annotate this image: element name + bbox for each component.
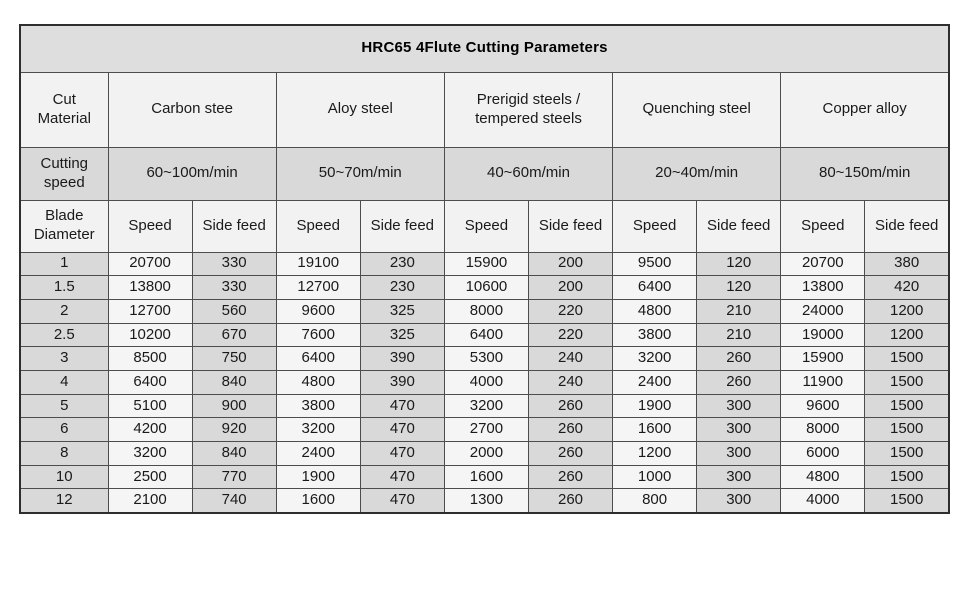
speed-value: 3200 (108, 442, 192, 466)
speed-value: 2000 (444, 442, 528, 466)
table-row (20, 489, 949, 513)
side-feed-value: 240 (528, 347, 612, 371)
blade-diameter-value: 8 (20, 442, 108, 466)
table-row (20, 418, 949, 442)
speed-value: 800 (613, 489, 697, 513)
side-feed-value: 325 (360, 299, 444, 323)
speed-column-header: Speed (444, 200, 528, 252)
side-feed-value: 380 (865, 252, 949, 276)
speed-value: 1600 (613, 418, 697, 442)
side-feed-value: 1500 (865, 370, 949, 394)
blade-diameter-value: 2 (20, 299, 108, 323)
side-feed-value: 200 (528, 252, 612, 276)
speed-value: 9600 (276, 299, 360, 323)
speed-value: 1600 (276, 489, 360, 513)
cutting-speed-label: Cutting speed (20, 147, 108, 200)
table-row (20, 323, 949, 347)
table-row (20, 276, 949, 300)
side-feed-column-header: Side feed (192, 200, 276, 252)
speed-value: 3800 (276, 394, 360, 418)
speed-value: 8000 (444, 299, 528, 323)
side-feed-value: 1500 (865, 465, 949, 489)
speed-value: 6400 (613, 276, 697, 300)
speed-value: 10200 (108, 323, 192, 347)
speed-value: 4200 (108, 418, 192, 442)
speed-value: 3200 (444, 394, 528, 418)
blade-diameter-value: 12 (20, 489, 108, 513)
speed-value: 1900 (613, 394, 697, 418)
speed-value: 12700 (276, 276, 360, 300)
speed-value: 19000 (781, 323, 865, 347)
side-feed-value: 470 (360, 418, 444, 442)
blade-diameter-value: 5 (20, 394, 108, 418)
side-feed-column-header: Side feed (697, 200, 781, 252)
speed-value: 3800 (613, 323, 697, 347)
speed-value: 1000 (613, 465, 697, 489)
side-feed-value: 120 (697, 252, 781, 276)
speed-value: 3200 (613, 347, 697, 371)
speed-value: 7600 (276, 323, 360, 347)
speed-value: 5300 (444, 347, 528, 371)
side-feed-value: 300 (697, 465, 781, 489)
side-feed-value: 260 (697, 347, 781, 371)
table-row (20, 299, 949, 323)
side-feed-value: 300 (697, 418, 781, 442)
material-carbon-steel: Carbon stee (108, 72, 276, 147)
side-feed-value: 260 (528, 465, 612, 489)
side-feed-column-header: Side feed (528, 200, 612, 252)
speed-value: 6400 (108, 370, 192, 394)
side-feed-value: 1500 (865, 418, 949, 442)
speed-value: 20700 (108, 252, 192, 276)
side-feed-value: 300 (697, 394, 781, 418)
cutting-speed-copper-alloy: 80~150m/min (781, 147, 949, 200)
side-feed-value: 200 (528, 276, 612, 300)
side-feed-value: 740 (192, 489, 276, 513)
side-feed-column-header: Side feed (360, 200, 444, 252)
speed-value: 19100 (276, 252, 360, 276)
speed-value: 13800 (781, 276, 865, 300)
table-title: HRC65 4Flute Cutting Parameters (20, 25, 949, 72)
side-feed-value: 390 (360, 370, 444, 394)
blade-diameter-value: 1 (20, 252, 108, 276)
side-feed-value: 260 (528, 418, 612, 442)
speed-column-header: Speed (108, 200, 192, 252)
side-feed-value: 120 (697, 276, 781, 300)
side-feed-value: 260 (528, 442, 612, 466)
side-feed-value: 330 (192, 252, 276, 276)
side-feed-value: 470 (360, 442, 444, 466)
speed-value: 2100 (108, 489, 192, 513)
side-feed-value: 1200 (865, 299, 949, 323)
speed-column-header: Speed (276, 200, 360, 252)
speed-value: 2400 (276, 442, 360, 466)
side-feed-value: 1500 (865, 489, 949, 513)
side-feed-value: 840 (192, 370, 276, 394)
side-feed-value: 770 (192, 465, 276, 489)
side-feed-value: 840 (192, 442, 276, 466)
side-feed-value: 325 (360, 323, 444, 347)
material-quenching-steel: Quenching steel (613, 72, 781, 147)
side-feed-value: 240 (528, 370, 612, 394)
material-prerigid-tempered-steels: Prerigid steels / tempered steels (444, 72, 612, 147)
side-feed-value: 330 (192, 276, 276, 300)
side-feed-value: 260 (528, 394, 612, 418)
side-feed-value: 210 (697, 323, 781, 347)
side-feed-value: 1500 (865, 394, 949, 418)
speed-value: 2700 (444, 418, 528, 442)
side-feed-value: 1500 (865, 442, 949, 466)
side-feed-value: 900 (192, 394, 276, 418)
cut-material-label: Cut Material (20, 72, 108, 147)
speed-value: 8500 (108, 347, 192, 371)
speed-value: 9600 (781, 394, 865, 418)
cutting-parameters-table (19, 24, 950, 514)
table-row (20, 370, 949, 394)
blade-diameter-value: 1.5 (20, 276, 108, 300)
blade-diameter-label: Blade Diameter (20, 200, 108, 252)
speed-value: 6000 (781, 442, 865, 466)
side-feed-value: 220 (528, 323, 612, 347)
side-feed-value: 260 (697, 370, 781, 394)
side-feed-value: 470 (360, 489, 444, 513)
speed-value: 8000 (781, 418, 865, 442)
material-header-row (20, 72, 949, 147)
cutting-speed-row (20, 147, 949, 200)
material-copper-alloy: Copper alloy (781, 72, 949, 147)
speed-value: 4800 (781, 465, 865, 489)
speed-value: 4800 (613, 299, 697, 323)
speed-value: 6400 (276, 347, 360, 371)
title-row (20, 25, 949, 72)
side-feed-value: 300 (697, 489, 781, 513)
speed-value: 6400 (444, 323, 528, 347)
side-feed-value: 560 (192, 299, 276, 323)
speed-value: 2500 (108, 465, 192, 489)
speed-value: 1900 (276, 465, 360, 489)
speed-value: 1200 (613, 442, 697, 466)
speed-column-header: Speed (781, 200, 865, 252)
table-row (20, 465, 949, 489)
speed-value: 15900 (444, 252, 528, 276)
speed-value: 9500 (613, 252, 697, 276)
cutting-speed-alloy-steel: 50~70m/min (276, 147, 444, 200)
side-feed-value: 750 (192, 347, 276, 371)
table-row (20, 394, 949, 418)
speed-value: 2400 (613, 370, 697, 394)
side-feed-value: 390 (360, 347, 444, 371)
speed-value: 20700 (781, 252, 865, 276)
side-feed-value: 230 (360, 252, 444, 276)
speed-value: 1600 (444, 465, 528, 489)
side-feed-value: 300 (697, 442, 781, 466)
side-feed-value: 210 (697, 299, 781, 323)
cutting-speed-carbon-steel: 60~100m/min (108, 147, 276, 200)
side-feed-value: 470 (360, 465, 444, 489)
table-row (20, 347, 949, 371)
side-feed-value: 260 (528, 489, 612, 513)
blade-diameter-value: 10 (20, 465, 108, 489)
speed-value: 15900 (781, 347, 865, 371)
side-feed-value: 1500 (865, 347, 949, 371)
side-feed-value: 670 (192, 323, 276, 347)
speed-value: 5100 (108, 394, 192, 418)
side-feed-value: 420 (865, 276, 949, 300)
speed-value: 4000 (444, 370, 528, 394)
blade-diameter-value: 2.5 (20, 323, 108, 347)
side-feed-value: 920 (192, 418, 276, 442)
cutting-speed-quenching-steel: 20~40m/min (613, 147, 781, 200)
speed-column-header: Speed (613, 200, 697, 252)
speed-value: 13800 (108, 276, 192, 300)
table-row (20, 442, 949, 466)
side-feed-value: 1200 (865, 323, 949, 347)
blade-diameter-value: 4 (20, 370, 108, 394)
speed-value: 4000 (781, 489, 865, 513)
side-feed-value: 230 (360, 276, 444, 300)
table-row (20, 252, 949, 276)
column-header-row (20, 200, 949, 252)
speed-value: 11900 (781, 370, 865, 394)
speed-value: 4800 (276, 370, 360, 394)
side-feed-value: 220 (528, 299, 612, 323)
blade-diameter-value: 6 (20, 418, 108, 442)
speed-value: 24000 (781, 299, 865, 323)
speed-value: 1300 (444, 489, 528, 513)
side-feed-column-header: Side feed (865, 200, 949, 252)
side-feed-value: 470 (360, 394, 444, 418)
speed-value: 10600 (444, 276, 528, 300)
cutting-speed-prerigid-steels: 40~60m/min (444, 147, 612, 200)
speed-value: 12700 (108, 299, 192, 323)
material-alloy-steel: Aloy steel (276, 72, 444, 147)
blade-diameter-value: 3 (20, 347, 108, 371)
speed-value: 3200 (276, 418, 360, 442)
